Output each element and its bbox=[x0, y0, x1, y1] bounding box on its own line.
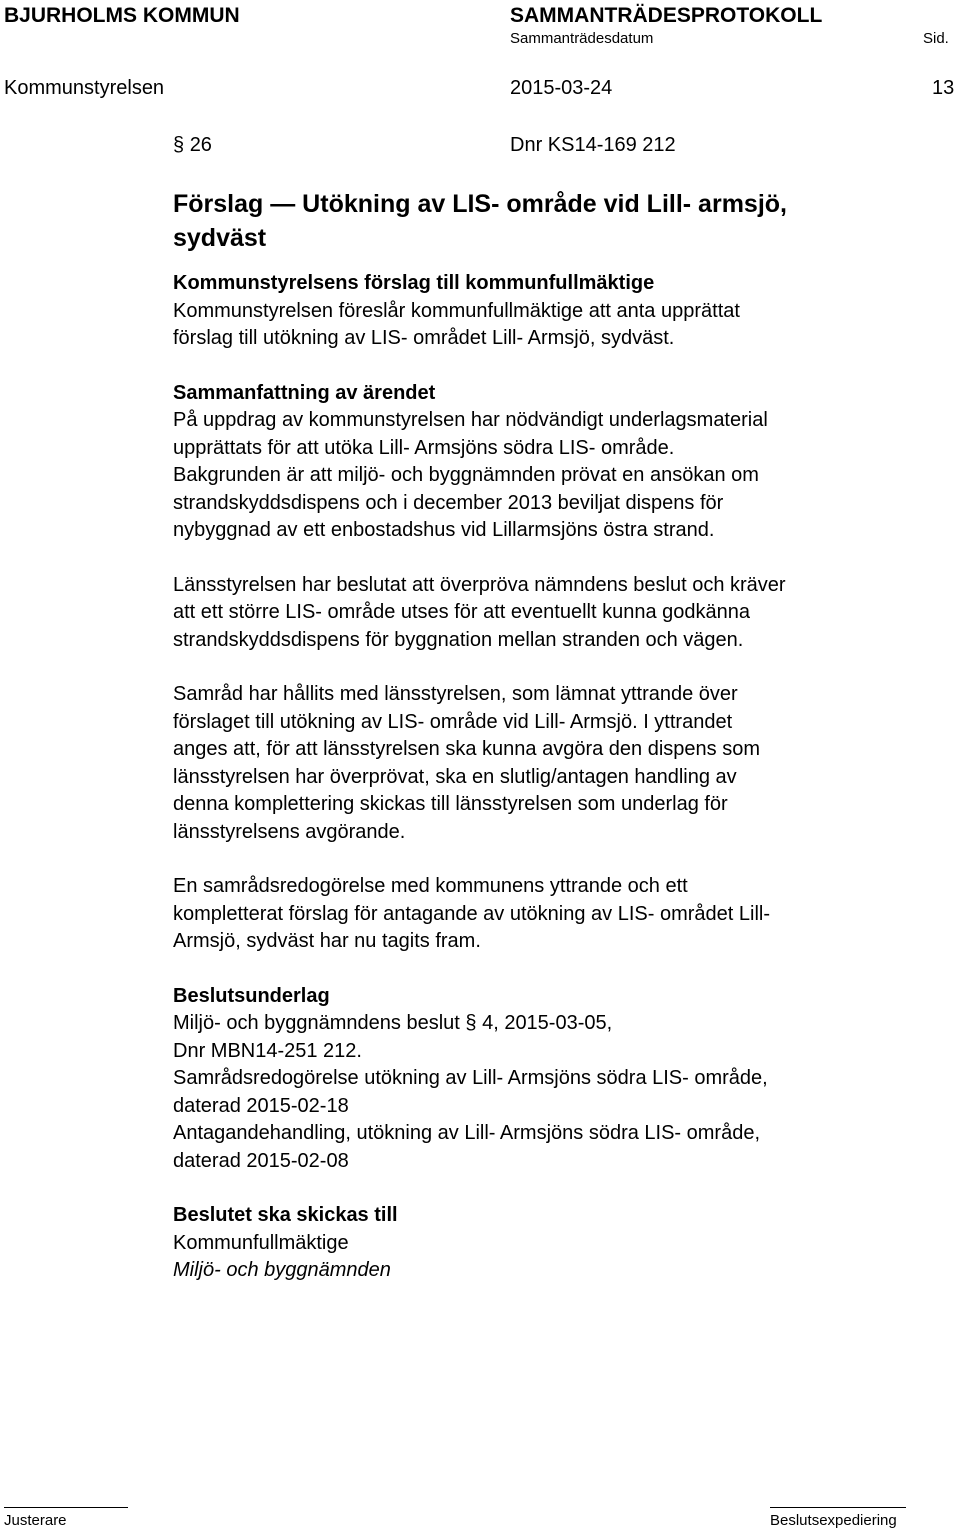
document-type: SAMMANTRÄDESPROTOKOLL bbox=[510, 4, 823, 27]
date-label: Sammanträdesdatum bbox=[510, 30, 654, 47]
item-title-line-2: sydväst bbox=[173, 224, 267, 252]
page-number: 13 bbox=[932, 77, 955, 99]
summary-line: att ett större LIS- område utses för att eventuellt kunna godkänna bbox=[173, 601, 751, 623]
summary-line: kompletterat förslag för antagande av utökning av LIS- området Lill- bbox=[173, 902, 770, 925]
document-body bbox=[173, 187, 933, 1285]
summary-line: anges att, för att länsstyrelsen ska kunna avgöra den dispens som bbox=[173, 738, 761, 760]
summary-line: strandskyddsdispens och i december 2013 beviljat dispens för bbox=[173, 491, 724, 514]
org-name: BJURHOLMS KOMMUN bbox=[4, 4, 240, 27]
summary-line: strandskyddsdispens för byggnation mellan stranden och vägen. bbox=[173, 628, 744, 651]
summary-line: På uppdrag av kommunstyrelsen har nödvändigt underlagsmaterial bbox=[173, 409, 768, 431]
signature-line bbox=[770, 1507, 906, 1508]
summary-line: En samrådsredogörelse med kommunens yttrande och ett bbox=[173, 875, 688, 897]
summary-line: länsstyrelsen har överprövat, ska en slutlig/antagen handling av bbox=[173, 765, 737, 788]
basis-line-suffix: 4, 2015-03-05, bbox=[482, 1012, 613, 1034]
section-symbol: § bbox=[173, 134, 185, 156]
footer-justerare: Justerare bbox=[4, 1512, 67, 1529]
signature-line bbox=[4, 1507, 128, 1508]
recipient: Kommunfullmäktige bbox=[173, 1231, 349, 1254]
basis-line: daterad 2015-02-18 bbox=[173, 1094, 349, 1117]
summary-line: Armsjö, sydväst har nu tagits fram. bbox=[173, 930, 481, 952]
recipient: Miljö- och byggnämnden bbox=[173, 1259, 391, 1281]
basis-line: daterad 2015-02-08 bbox=[173, 1149, 349, 1172]
summary-line: länsstyrelsens avgörande. bbox=[173, 820, 406, 843]
basis-line: Samrådsredogörelse utökning av Lill- Armsjöns södra LIS- område, bbox=[173, 1067, 768, 1089]
summary-line: Bakgrunden är att miljö- och byggnämnden prövat en ansökan om bbox=[173, 464, 759, 486]
basis-line: Antagandehandling, utökning av Lill- Armsjöns södra LIS- område, bbox=[173, 1122, 761, 1144]
summary-line: upprättats för att utöka Lill- Armsjöns södra LIS- område. bbox=[173, 436, 675, 459]
proposal-heading: Kommunstyrelsens förslag till kommunfullmäktige bbox=[173, 272, 655, 294]
item-title-line-1: Förslag — Utökning av LIS- område vid Lill- armsjö, bbox=[173, 190, 787, 218]
basis-line bbox=[173, 1010, 933, 1038]
basis-heading: Beslutsunderlag bbox=[173, 984, 330, 1007]
summary-line: Samråd har hållits med länsstyrelsen, som lämnat yttrande över bbox=[173, 683, 738, 705]
summary-line: nybyggnad av ett enbostadshus vid Lillarmsjöns östra strand. bbox=[173, 519, 715, 541]
body-name: Kommunstyrelsen bbox=[4, 77, 165, 99]
summary-heading: Sammanfattning av ärendet bbox=[173, 381, 436, 404]
section-value: 26 bbox=[189, 134, 212, 156]
dnr: Dnr KS14-169 212 bbox=[510, 134, 676, 156]
summary-line: Länsstyrelsen har beslutat att överpröva nämndens beslut och kräver bbox=[173, 573, 786, 596]
page-label: Sid. bbox=[923, 30, 949, 47]
section-number bbox=[173, 134, 212, 157]
footer-beslutsexpediering: Beslutsexpediering bbox=[770, 1512, 897, 1529]
summary-line: förslaget till utökning av LIS- område vid Lill- Armsjö. I yttrandet bbox=[173, 710, 733, 733]
summary-line: denna komplettering skickas till länsstyrelsen som underlag för bbox=[173, 793, 728, 815]
basis-line-prefix: Miljö- och byggnämndens beslut bbox=[173, 1012, 460, 1034]
proposal-line: Kommunstyrelsen föreslår kommunfullmäktige att anta upprättat bbox=[173, 299, 740, 322]
basis-line: Dnr MBN14-251 212. bbox=[173, 1039, 362, 1062]
section-symbol: § bbox=[465, 1012, 477, 1034]
proposal-line: förslag till utökning av LIS- området Lill- Armsjö, sydväst. bbox=[173, 327, 675, 349]
distribution-heading: Beslutet ska skickas till bbox=[173, 1204, 398, 1226]
meeting-date: 2015-03-24 bbox=[510, 77, 613, 99]
